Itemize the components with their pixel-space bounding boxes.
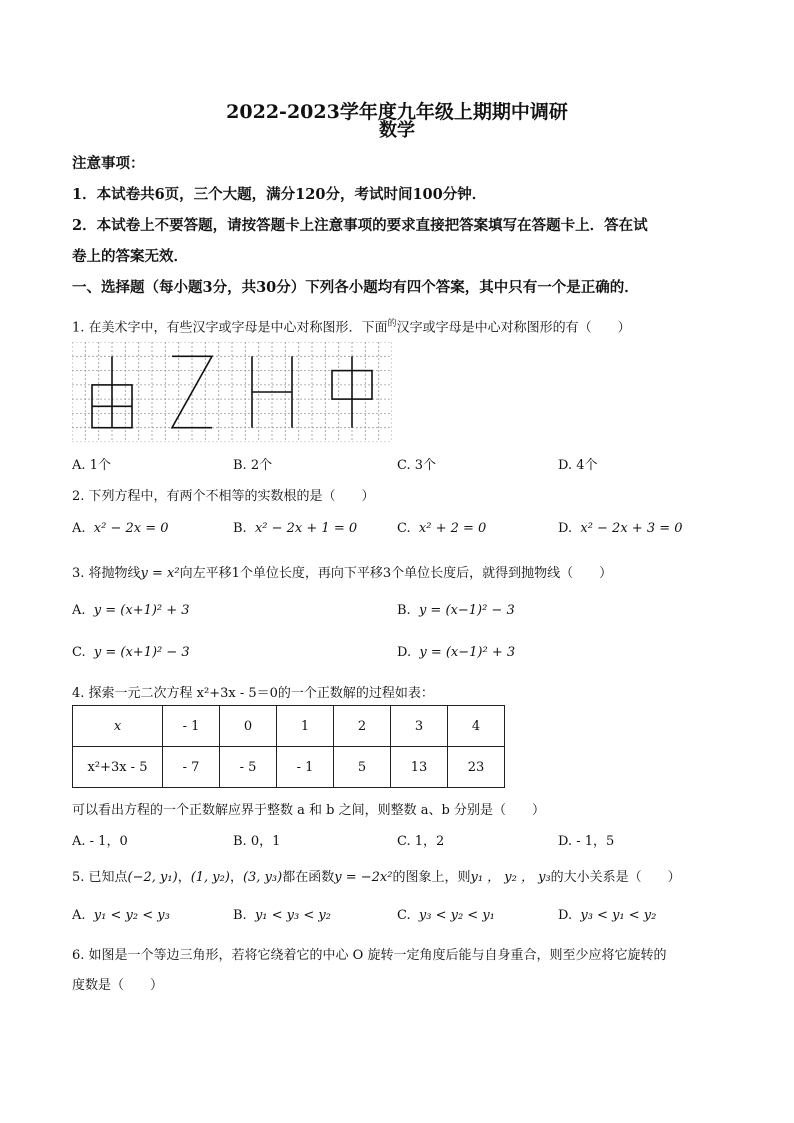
table-cell: 2 xyxy=(334,706,391,747)
table-cell: x xyxy=(73,706,163,747)
q2-option-c-expr: x² + 2 = 0 xyxy=(418,521,487,536)
question-5-stem xyxy=(72,866,681,885)
q5-option-d-label: D. xyxy=(558,908,573,923)
q3-option-d[interactable] xyxy=(397,645,515,660)
exam-title: 2022-2023学年度九年级上期期中调研 xyxy=(226,101,568,123)
table-cell: 3 xyxy=(391,706,448,747)
q5-option-b[interactable] xyxy=(233,908,331,923)
table-cell: - 1 xyxy=(163,706,220,747)
table-cell: x²+3x - 5 xyxy=(73,747,163,788)
notice-item-2-cont: 卷上的答案无效． xyxy=(72,248,188,265)
q2-option-b-expr: x² − 2x + 1 = 0 xyxy=(254,521,358,536)
q2-option-d-label: D. xyxy=(558,521,573,536)
glyph-tian xyxy=(92,356,132,427)
q2-option-d[interactable] xyxy=(558,521,683,536)
notice-heading: 注意事项： xyxy=(72,155,145,172)
q3-option-b-label: B. xyxy=(397,603,411,618)
q1-option-b[interactable]: B. 2个 xyxy=(233,458,273,473)
q3-option-b-expr: y = (x−1)² − 3 xyxy=(418,603,515,618)
question-5-text-d: 的大小关系是（ ） xyxy=(550,870,681,885)
q3-option-d-expr: y = (x−1)² + 3 xyxy=(419,645,516,660)
table-cell: 1 xyxy=(277,706,334,747)
question-5-point-1: (−2, y₁) xyxy=(127,870,178,885)
question-5-vars: y₁ ， y₂ ， y₃ xyxy=(470,870,551,885)
q1-option-c[interactable]: C. 3个 xyxy=(397,458,437,473)
q5-option-c-label: C. xyxy=(397,908,411,923)
question-3-expr: y = x² xyxy=(140,566,180,581)
question-3-text-b: 向左平移1个单位长度，再向下平移3个单位长度后，就得到抛物线（ ） xyxy=(179,566,613,581)
q1-option-a[interactable]: A. 1个 xyxy=(72,458,111,473)
q2-option-a-expr: x² − 2x = 0 xyxy=(93,521,169,536)
table-cell: - 5 xyxy=(220,747,277,788)
q3-option-c[interactable] xyxy=(72,645,190,660)
q2-option-c[interactable] xyxy=(397,521,486,536)
q5-option-d[interactable] xyxy=(558,908,656,923)
question-5-text-b: 都在函数 xyxy=(282,870,335,885)
q2-option-c-label: C. xyxy=(397,521,411,536)
glyph-zhong xyxy=(332,356,372,427)
q3-option-c-expr: y = (x+1)² − 3 xyxy=(93,645,190,660)
q5-option-c-expr: y₃ < y₂ < y₁ xyxy=(418,908,495,923)
notice-item-2: 2．本试卷上不要答题，请按答题卡上注意事项的要求直接把答案填写在答题卡上．答在试 xyxy=(72,217,648,234)
table-cell: - 1 xyxy=(277,747,334,788)
table-row xyxy=(73,706,505,747)
question-1-text-b: 汉字或字母是中心对称图形的有（ ） xyxy=(396,320,631,336)
question-4-followup: 可以看出方程的一个正数解应界于整数 a 和 b 之间，则整数 a、b 分别是（ ） xyxy=(72,803,545,818)
table-cell: 13 xyxy=(391,747,448,788)
q4-option-a[interactable]: A. - 1，0 xyxy=(72,834,128,849)
q3-option-b[interactable] xyxy=(397,603,515,618)
table-cell: - 7 xyxy=(163,747,220,788)
q4-option-b[interactable]: B. 0，1 xyxy=(233,834,281,849)
question-5-text-a: 5. 已知点 xyxy=(72,870,128,885)
question-5-text-c: 的图象上，则 xyxy=(392,870,471,885)
question-3-text-a: 3. 将抛物线 xyxy=(72,566,141,581)
question-2-stem: 2. 下列方程中，有两个不相等的实数根的是（ ） xyxy=(72,489,375,504)
question-6-stem-cont: 度数是（ ） xyxy=(72,978,164,993)
question-3-stem xyxy=(72,562,612,581)
q3-option-a-expr: y = (x+1)² + 3 xyxy=(93,603,190,618)
q2-option-a[interactable] xyxy=(72,521,169,536)
q3-option-c-label: C. xyxy=(72,645,86,660)
question-5-sep-1: ， xyxy=(177,870,191,885)
question-1-sup-mark: 的 xyxy=(387,319,397,329)
table-cell: 0 xyxy=(220,706,277,747)
table-cell: 5 xyxy=(334,747,391,788)
q2-option-b-label: B. xyxy=(233,521,247,536)
question-6-stem: 6. 如图是一个等边三角形，若将它绕着它的中心 O 旋转一定角度后能与自身重合，则至少应将它旋转的 xyxy=(72,948,667,963)
q5-option-d-expr: y₃ < y₁ < y₂ xyxy=(580,908,657,923)
question-5-point-3: (3, y₃) xyxy=(242,870,283,885)
subject-title: 数学 xyxy=(379,120,415,141)
question-5-function: y = −2x² xyxy=(334,870,393,885)
section-1-heading: 一、选择题（每小题3分，共30分）下列各小题均有四个答案，其中只有一个是正确的． xyxy=(72,279,639,296)
q1-option-d[interactable]: D. 4个 xyxy=(558,458,598,473)
table-cell: 23 xyxy=(448,747,505,788)
q2-option-b[interactable] xyxy=(233,521,357,536)
q4-option-c[interactable]: C. 1，2 xyxy=(397,834,445,849)
table-row xyxy=(73,747,505,788)
q2-option-d-expr: x² − 2x + 3 = 0 xyxy=(580,521,683,536)
q5-option-b-expr: y₁ < y₃ < y₂ xyxy=(254,908,331,923)
notice-item-1: 1．本试卷共6页，三个大题，满分120分，考试时间100分钟． xyxy=(72,186,487,203)
question-4-table xyxy=(72,705,505,788)
question-4-stem: 4. 探索一元二次方程 x²+3x - 5＝0的一个正数解的过程如表： xyxy=(72,686,434,701)
q5-option-a[interactable] xyxy=(72,908,170,923)
q5-option-b-label: B. xyxy=(233,908,247,923)
question-1-figure xyxy=(72,342,392,442)
question-1-stem xyxy=(72,316,631,335)
question-5-point-2: (1, y₂) xyxy=(190,870,230,885)
q5-option-a-expr: y₁ < y₂ < y₃ xyxy=(93,908,170,923)
q2-option-a-label: A. xyxy=(72,521,86,536)
q3-option-d-label: D. xyxy=(397,645,412,660)
question-1-text-a: 1. 在美术字中，有些汉字或字母是中心对称图形．下面 xyxy=(72,320,388,336)
q5-option-a-label: A. xyxy=(72,908,86,923)
q3-option-a[interactable] xyxy=(72,603,190,618)
q4-option-d[interactable]: D. - 1，5 xyxy=(558,834,615,849)
q5-option-c[interactable] xyxy=(397,908,495,923)
question-5-sep-2: ， xyxy=(229,870,243,885)
table-cell: 4 xyxy=(448,706,505,747)
q3-option-a-label: A. xyxy=(72,603,86,618)
